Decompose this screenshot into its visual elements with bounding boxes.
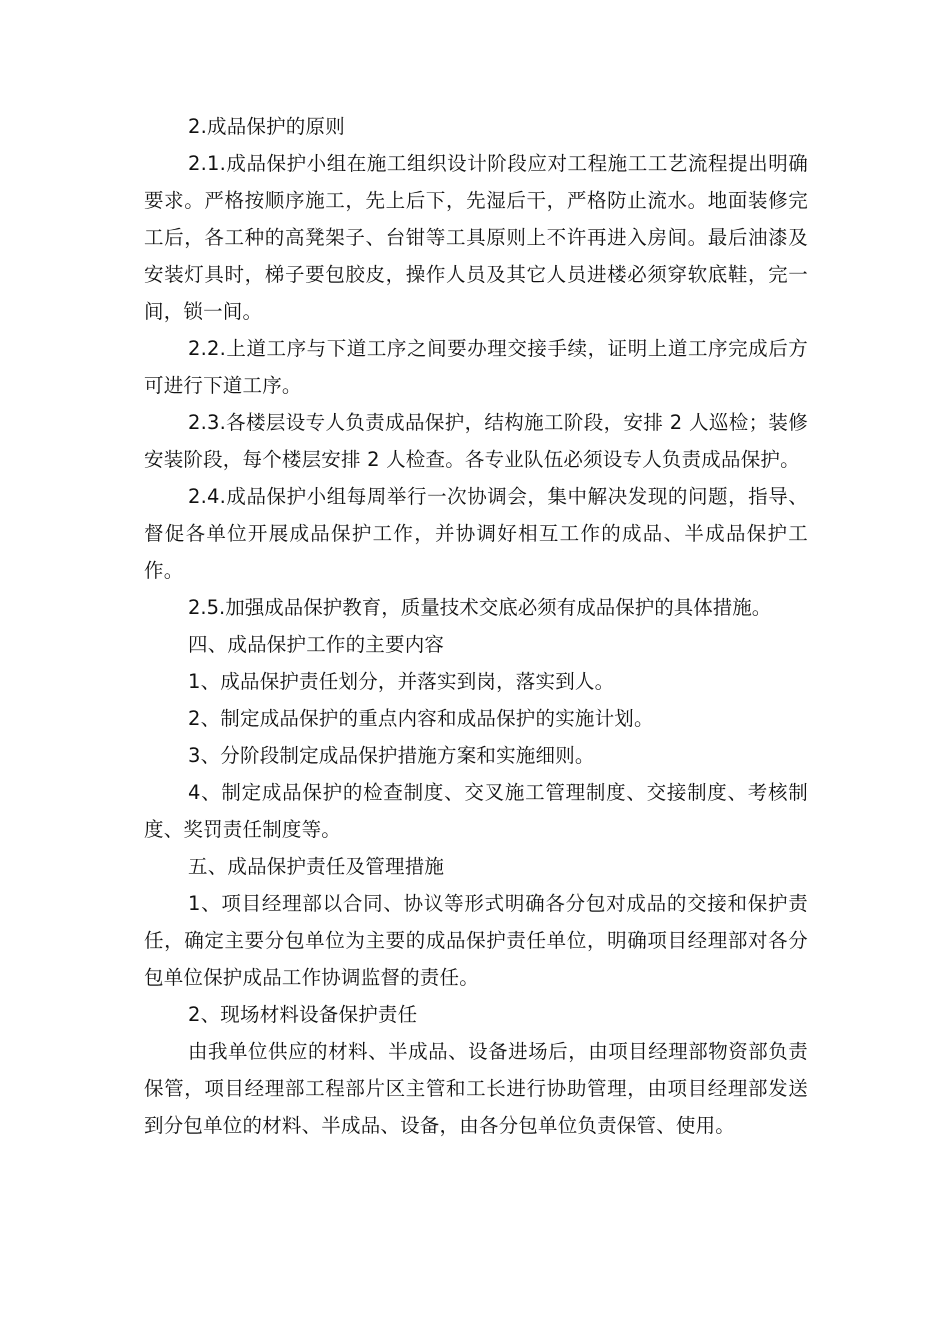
list-item-four-3: 3、分阶段制定成品保护措施方案和实施细则。 [188, 744, 595, 767]
paragraph-2-3: 2.3.各楼层设专人负责成品保护，结构施工阶段，安排 2 人巡检；装修安装阶段，每个楼层安排 2 人检查。各专业队伍必须设专人负责成品保护。 [144, 411, 808, 471]
paragraph-2-2: 2.2.上道工序与下道工序之间要办理交接手续，证明上道工序完成后方可进行下道工序。 [144, 337, 808, 397]
paragraph-2-5: 2.5.加强成品保护教育，质量技术交底必须有成品保护的具体措施。 [188, 596, 772, 619]
section-heading-principles: 2.成品保护的原则 [188, 115, 345, 138]
paragraph-material-custody: 由我单位供应的材料、半成品、设备进场后，由项目经理部物资部负责保管，项目经理部工程部片区主管和工长进行协助管理，由项目经理部发送到分包单位的材料、半成品、设备，由各分包单位负责保管、使用。 [144, 1040, 808, 1137]
paragraph-2-1: 2.1.成品保护小组在施工组织设计阶段应对工程施工工艺流程提出明确要求。严格按顺序施工，先上后下，先湿后干，严格防止流水。地面装修完工后，各工种的高凳架子、台钳等工具原则上不许再进入房间。最后油漆及安装灯具时，梯子要包胶皮，操作人员及其它人员进楼必须穿软底鞋，完一间，锁一间。 [144, 152, 808, 323]
section-heading-five: 五、成品保护责任及管理措施 [188, 855, 445, 878]
document-body [144, 108, 808, 1144]
list-item-four-1: 1、成品保护责任划分，并落实到岗，落实到人。 [188, 670, 615, 693]
list-item-five-2: 2、现场材料设备保护责任 [188, 1003, 418, 1026]
section-heading-four: 四、成品保护工作的主要内容 [188, 633, 445, 656]
list-item-five-1: 1、项目经理部以合同、协议等形式明确各分包对成品的交接和保护责任，确定主要分包单位为主要的成品保护责任单位，明确项目经理部对各分包单位保护成品工作协调监督的责任。 [144, 892, 808, 989]
list-item-four-4: 4、制定成品保护的检查制度、交叉施工管理制度、交接制度、考核制度、奖罚责任制度等。 [144, 781, 808, 841]
paragraph-2-4: 2.4.成品保护小组每周举行一次协调会，集中解决发现的问题，指导、督促各单位开展成品保护工作，并协调好相互工作的成品、半成品保护工作。 [144, 485, 808, 582]
list-item-four-2: 2、制定成品保护的重点内容和成品保护的实施计划。 [188, 707, 654, 730]
